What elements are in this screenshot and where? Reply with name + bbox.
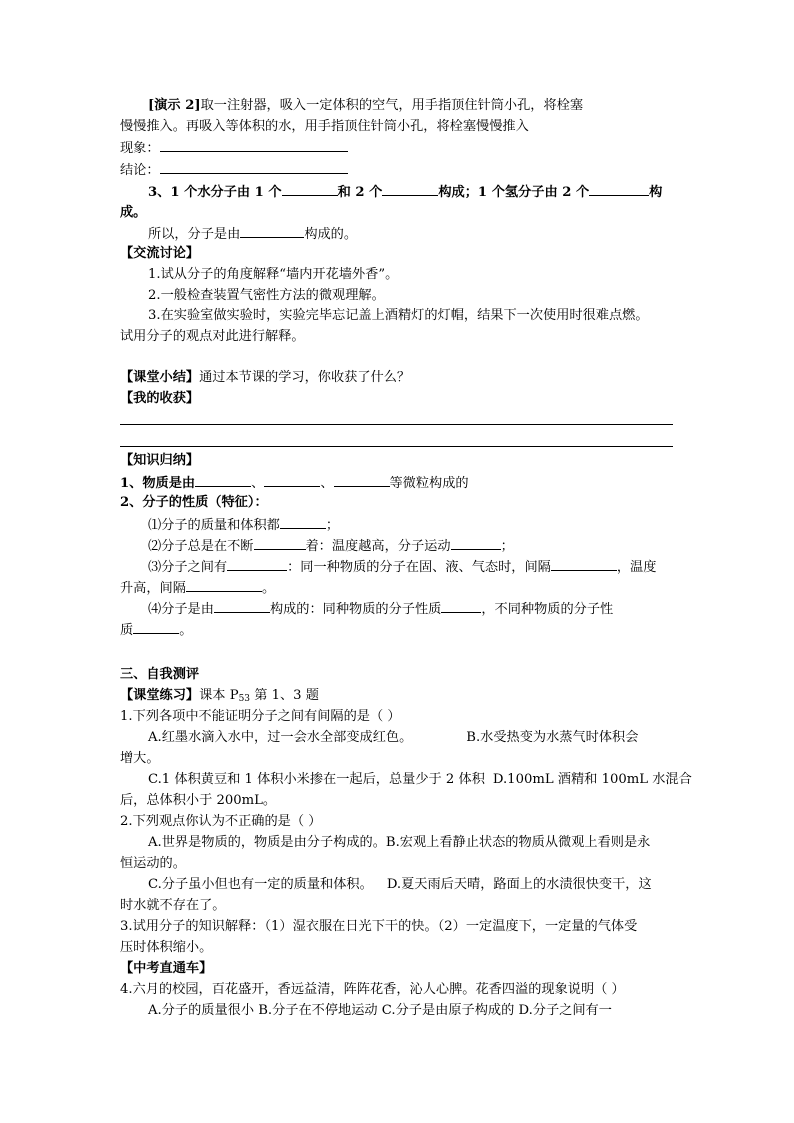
demo2-text-1: 取一注射器，吸入一定体积的空气，用手指顶住针筒小孔，将栓塞 (200, 98, 584, 113)
summary-line (120, 369, 410, 387)
phenomenon-line (120, 138, 348, 158)
property-3-line-2 (120, 578, 275, 598)
item3-text-b: 和 2 个 (337, 185, 383, 200)
property4-blank-1[interactable] (214, 599, 270, 613)
practice-line (120, 687, 319, 708)
question-4: 4.六月的校园，百花盛开，香远益清，阵阵花香，沁人心脾。花香四溢的现象说明（ ） (120, 982, 625, 997)
q1-option-a: A.红墨水滴入水中，过一会水全部变成红色。 (148, 730, 413, 745)
question-2: 2.下列观点你认为不正确的是（ ） (120, 814, 322, 829)
property-4-line-2 (120, 620, 192, 640)
question-1-cd (148, 771, 692, 789)
property3-blank-1[interactable] (227, 557, 287, 571)
property-1 (148, 515, 339, 535)
property4-text-d: 质 (120, 623, 134, 638)
question-1-ab (148, 729, 638, 747)
practice-tail: 第 1、3 题 (250, 688, 319, 703)
conclusion-blank[interactable] (160, 160, 348, 174)
property2-text-b: 着：温度越高，分子运动 (305, 539, 451, 554)
item3-line-1 (148, 182, 662, 202)
exam-title: 【中考直通车】 (120, 961, 213, 976)
discussion-title: 【交流讨论】 (120, 246, 200, 261)
property3-blank-3[interactable] (186, 578, 262, 592)
property2-blank-2[interactable] (451, 536, 501, 550)
summary-text: 通过本节课的学习，你收获了什么？ (199, 370, 411, 385)
property1-text-a: ⑴分子的质量和体积都 (148, 518, 280, 533)
q1-option-d-cont: 后，总体积小于 200mL。 (120, 793, 277, 808)
answer-rule-1[interactable] (120, 424, 673, 425)
practice-label: 【课堂练习】 (120, 688, 200, 703)
phenomenon-label: 现象： (120, 141, 160, 156)
q2-option-c: C.分子虽小但也有一定的质量和体积。 (148, 877, 373, 892)
item3-text-a: 3、1 个水分子由 1 个 (148, 185, 282, 200)
knowledge-item1-sep-2: 、 (320, 476, 334, 491)
item3-blank-3[interactable] (589, 182, 649, 196)
conclusion-line (120, 160, 348, 180)
question-4-options: A.分子的质量很小 B.分子在不停地运动 C.分子是由原子构成的 D.分子之间有一 (148, 1003, 612, 1018)
q2-option-d: D.夏天雨后天晴，路面上的水渍很快变干，这 (386, 877, 652, 892)
q1-option-b: B.水受热变为水蒸气时体积会 (466, 730, 639, 745)
discussion-q2: 2.一般检查装置气密性方法的微观理解。 (148, 288, 385, 303)
property4-text-a: ⑷分子是由 (148, 602, 214, 617)
q2-option-d-cont: 时水就不存在了。 (120, 898, 226, 913)
knowledge-item1-text-d: 等微粒构成的 (389, 476, 469, 491)
item3-line-2: 成。 (120, 205, 147, 220)
property4-text-c: ，不同种物质的分子性 (481, 602, 614, 617)
item3-text-d: 构 (649, 185, 663, 200)
property1-text-b: ； (325, 518, 340, 533)
conclusion-label: 结论： (120, 163, 160, 178)
property3-text-d: 升高，间隔 (120, 581, 186, 596)
item3-blank-1[interactable] (282, 182, 338, 196)
property4-text-b: 构成的：同种物质的分子性质 (269, 602, 442, 617)
discussion-q1: 1.试从分子的角度解释“墙内开花墙外香”。 (148, 267, 399, 282)
q2-options-ab: A.世界是物质的，物质是由分子构成的。B.宏观上看静止状态的物质从微观上看则是永 (148, 835, 651, 850)
property3-text-e: 。 (261, 581, 276, 596)
so-line (148, 224, 357, 244)
property3-text-b: ：同一种物质的分子在固、液、气态时，间隔 (287, 560, 551, 575)
question-3-line-1: 3.试用分子的知识解释：（1）湿衣服在日光下干的快。（2）一定温度下，一定量的气体受 (120, 919, 638, 934)
knowledge-blank-3[interactable] (334, 473, 390, 487)
practice-page-sub: 53 (238, 694, 251, 704)
knowledge-item1-sep-1: 、 (251, 476, 265, 491)
discussion-q3-line-1: 3.在实验室做实验时，实验完毕忘记盖上酒精灯的灯帽，结果下一次使用时很难点燃。 (148, 308, 649, 323)
knowledge-title: 【知识归纳】 (120, 453, 200, 468)
self-test-title: 三、自我测评 (120, 667, 200, 682)
q2-option-b-cont: 恒运动的。 (120, 856, 186, 871)
answer-rule-2[interactable] (120, 446, 673, 447)
q1-option-c: C.1 体积黄豆和 1 体积小米掺在一起后，总量少于 2 体积 (148, 772, 485, 787)
property-4-line-1 (148, 599, 613, 619)
property2-text-c: ； (500, 539, 514, 554)
item3-blank-2[interactable] (382, 182, 438, 196)
summary-title: 【课堂小结】 (120, 370, 200, 385)
property3-text-c: ，温度 (616, 560, 657, 575)
property4-blank-3[interactable] (133, 620, 179, 634)
property-2 (148, 536, 514, 556)
q2-options-cd (148, 876, 652, 894)
knowledge-blank-1[interactable] (195, 473, 251, 487)
practice-text: 课本 P (199, 688, 239, 703)
q1-option-d: D.100mL 酒精和 100mL 水混合 (492, 772, 692, 787)
discussion-q3-line-2: 试用分子的观点对此进行解释。 (120, 329, 305, 344)
knowledge-item1-text-a: 1、物质是由 (120, 476, 196, 491)
property4-blank-2[interactable] (441, 599, 481, 613)
knowledge-item-1 (120, 473, 469, 493)
property2-text-a: ⑵分子总是在不断 (148, 539, 254, 554)
property-3-line-1 (148, 557, 656, 577)
so-text-b: 构成的。 (304, 227, 358, 242)
demo2-label: [演示 2] (148, 98, 201, 113)
question-3-line-2: 压时体积缩小。 (120, 940, 213, 955)
demo2-line-1 (148, 97, 583, 115)
so-text-a: 所以，分子是由 (148, 227, 241, 242)
q1-option-b-cont: 增大。 (120, 751, 160, 766)
phenomenon-blank[interactable] (160, 138, 348, 152)
demo2-line-2: 慢慢推入。再吸入等体积的水，用手指顶住针筒小孔，将栓塞慢慢推入 (120, 119, 529, 134)
property3-blank-2[interactable] (551, 557, 617, 571)
question-1: 1.下列各项中不能证明分子之间有间隔的是（ ） (120, 709, 401, 724)
property3-text-a: ⑶分子之间有 (148, 560, 228, 575)
gain-title: 【我的收获】 (120, 391, 200, 406)
property4-text-e: 。 (179, 623, 193, 638)
property1-blank[interactable] (280, 515, 326, 529)
property2-blank-1[interactable] (254, 536, 306, 550)
item3-text-c: 构成；1 个氢分子由 2 个 (438, 185, 590, 200)
so-blank[interactable] (240, 224, 304, 238)
knowledge-blank-2[interactable] (264, 473, 320, 487)
knowledge-item-2: 2、分子的性质（特征）： (120, 495, 268, 510)
